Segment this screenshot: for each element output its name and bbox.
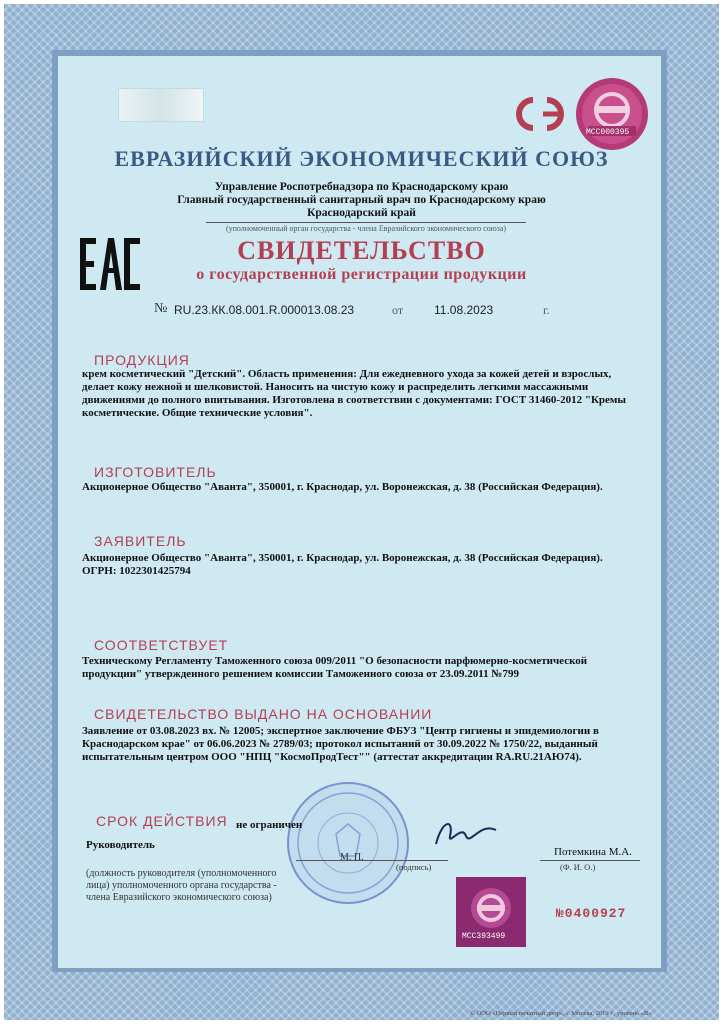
head-label: Руководитель [86, 839, 155, 851]
name-line [540, 860, 640, 861]
authority-divider [206, 222, 526, 223]
hologram-stamp-icon [574, 76, 650, 152]
certificate-title: СВИДЕТЕЛЬСТВО [237, 236, 486, 265]
authority-note: (уполномоченный орган государства - члена Евразийского экономического союза) [225, 224, 507, 233]
manufacturer-text [82, 481, 603, 494]
signature-caption: (подпись) [396, 862, 432, 872]
conforms-heading: СООТВЕТСТВУЕТ [94, 637, 229, 653]
hologram-code: МСС393499 [462, 932, 506, 941]
conformity-mark-icon [503, 92, 573, 136]
mp-label: М. П. [340, 852, 364, 863]
position-line: члена Евразийского экономического союза) [86, 892, 272, 903]
product-line: крем косметический "Детский". Область применения: Для ежедневного ухода за кожей детей и взрослых, [82, 368, 612, 380]
year-suffix: г. [543, 303, 550, 317]
certificate-date: 11.08.2023 [434, 303, 494, 317]
number-sign: № [154, 301, 168, 316]
position-line: (должность руководителя (уполномоченного [86, 868, 277, 879]
security-hologram-strip [118, 88, 204, 122]
signer-name: Потемкина М.А. [554, 846, 632, 858]
basis-line: Краснодарском крае" от 06.06.2023 № 2789/03; протокол испытаний от 30.09.2022 № 1750/22, выданный [82, 738, 598, 750]
manufacturer-heading: ИЗГОТОВИТЕЛЬ [94, 464, 217, 480]
product-line: делает кожу нежной и шелковистой. Наносить на чистую кожу и распределить легкими массажными [82, 381, 589, 393]
stamp-code: МСС000395 [586, 128, 630, 137]
validity-value: не ограничен [236, 819, 303, 831]
certificate-subtitle: о государственной регистрации продукции [196, 266, 527, 283]
date-from-label: от [392, 303, 404, 317]
printer-imprint: © ООО «Первый печатный двор», г. Москва, 2019 г., уровень «В» [470, 1010, 652, 1017]
applicant-line: ОГРН: 1022301425794 [82, 565, 191, 577]
product-line: косметические. Общие технические условия". [82, 407, 313, 419]
conforms-line: продукции" утвержденного решением комиссии Таможенного союза от 23.09.2011 №799 [82, 668, 519, 680]
signature-icon [432, 814, 500, 854]
position-caption [86, 868, 277, 904]
applicant-heading: ЗАЯВИТЕЛЬ [94, 533, 187, 549]
serial-number: №0400927 [556, 906, 627, 921]
authority-line-1: Управление Роспотребнадзора по Краснодарскому краю [214, 181, 509, 193]
basis-line: испытательным центром ООО "НПЦ "КосмоПродТест"" (аттестат аккредитации RA.RU.21АЮ74). [82, 751, 582, 763]
applicant-text [82, 552, 603, 578]
fio-caption: (Ф. И. О.) [560, 862, 596, 872]
validity-heading: СРОК ДЕЙСТВИЯ [96, 813, 228, 829]
basis-line: Заявление от 03.08.2023 вх. № 12005; экспертное заключение ФБУЗ "Центр гигиены и эпидемиологии в [82, 725, 599, 737]
signature-line [296, 860, 448, 861]
position-line: лица) уполномоченного органа государства - [86, 880, 277, 891]
product-line: движениями до полного впитывания. Изготовлена в соответствии с документами: ГОСТ 31460-2012 "Кремы [82, 394, 626, 406]
official-round-seal-icon [276, 780, 420, 906]
product-heading: ПРОДУКЦИЯ [94, 352, 190, 368]
authority-line-3: Краснодарский край [307, 207, 416, 219]
product-text [82, 368, 626, 420]
union-title: ЕВРАЗИЙСКИЙ ЭКОНОМИЧЕСКИЙ СОЮЗ [114, 146, 609, 171]
manufacturer-line: Акционерное Общество "Аванта", 350001, г. Краснодар, ул. Воронежская, д. 38 (Российская Федерация). [82, 481, 603, 493]
certificate-number: RU.23.КК.08.001.R.000013.08.23 [174, 303, 355, 317]
basis-heading: СВИДЕТЕЛЬСТВО ВЫДАНО НА ОСНОВАНИИ [94, 706, 433, 722]
conforms-line: Техническому Регламенту Таможенного союза 009/2011 "О безопасности парфюмерно-косметической [82, 655, 588, 667]
authority-line-2: Главный государственный санитарный врач по Краснодарскому краю [177, 194, 546, 206]
basis-text [82, 725, 599, 764]
applicant-line: Акционерное Общество "Аванта", 350001, г. Краснодар, ул. Воронежская, д. 38 (Российская Федерация). [82, 552, 603, 564]
conforms-text [82, 655, 587, 681]
